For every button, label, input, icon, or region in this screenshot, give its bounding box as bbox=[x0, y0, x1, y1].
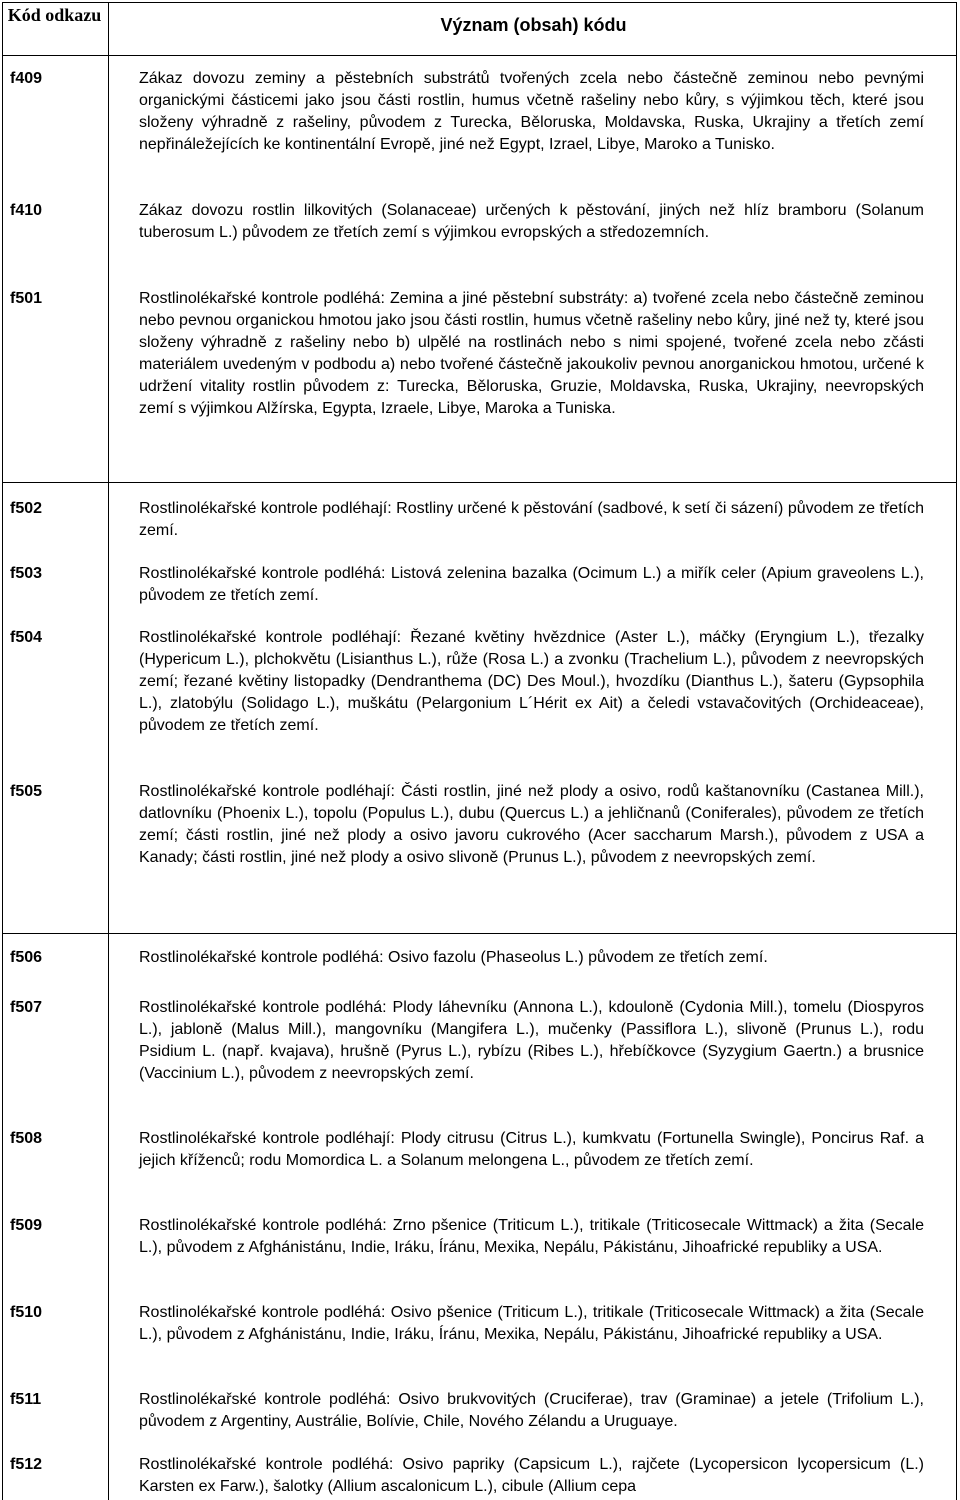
header-divider bbox=[2, 55, 957, 56]
row-code-f512: f512 bbox=[10, 1456, 43, 1473]
row-text-f506: Rostlinolékařské kontrole podléhá: Osivo fazolu (Phaseolus L.) původem ze třetích zemí. bbox=[139, 949, 768, 966]
row-text-f410: Zákaz dovozu rostlin lilkovitých (Solanaceae) určených k pěstování, jiných než hlíz bramboru (Solanum tuberosum L.) původem ze třetích zemí s výjimkou evropských a středozemních. bbox=[139, 202, 924, 241]
section-divider bbox=[2, 482, 957, 483]
row-text-f510: Rostlinolékařské kontrole podléhá: Osivo pšenice (Triticum L.), tritikale (Triticosecale Wittmack) a žita (Secale L.), původem z Afghánistánu, Indie, Iráku, Íránu, Mexika, Nepálu, Pákistánu, Jihoafrické republiky a USA. bbox=[139, 1304, 924, 1343]
row-code-f409: f409 bbox=[10, 70, 43, 87]
row-text-f502: Rostlinolékařské kontrole podléhají: Rostliny určené k pěstování (sadbové, k setí či sázení) původem ze třetích zemí. bbox=[139, 500, 924, 539]
row-code-f505: f505 bbox=[10, 783, 43, 800]
row-code-f502: f502 bbox=[10, 500, 43, 517]
row-text-f409: Zákaz dovozu zeminy a pěstebních substrátů tvořených zcela nebo částečně zeminou nebo pevnými organickými částicemi jako jsou části rostlin, humus včetně rašeliny nebo kůry, s výjimkou těch, které jsou složeny výhradně z rašeliny, původem z Turecka, Běloruska, Moldavska, Ruska, Ukrajiny a třetích zemí nepřináležejících ke kontinentální Evropě, jiné než Egypt, Izrael, Libye, Maroko a Tunisko. bbox=[139, 70, 924, 153]
row-code-f510: f510 bbox=[10, 1304, 43, 1321]
row-text-f508: Rostlinolékařské kontrole podléhají: Plody citrusu (Citrus L.), kumkvatu (Fortunella Swingle), Poncirus Raf. a jejich kříženců; rodu Momordica L. a Solanum melongena L., původem ze třetích zemí. bbox=[139, 1130, 924, 1169]
row-code-f503: f503 bbox=[10, 565, 43, 582]
row-code-f509: f509 bbox=[10, 1217, 43, 1234]
row-code-f506: f506 bbox=[10, 949, 43, 966]
row-text-f512: Rostlinolékařské kontrole podléhá: Osivo papriky (Capsicum L.), rajčete (Lycopersicon lycopersicum (L.) Karsten ex Farw.), šalotky (Allium ascalonicum L.), cibule (Allium cepa bbox=[139, 1456, 924, 1495]
table-border-left bbox=[2, 2, 3, 1500]
section-divider bbox=[2, 933, 957, 934]
row-code-f501: f501 bbox=[10, 290, 43, 307]
row-code-f507: f507 bbox=[10, 999, 43, 1016]
column-divider bbox=[108, 2, 109, 1500]
row-text-f509: Rostlinolékařské kontrole podléhá: Zrno pšenice (Triticum L.), tritikale (Triticosecale Wittmack) a žita (Secale L.), původem z Afghánistánu, Indie, Iráku, Íránu, Mexika, Nepálu, Pákistánu, Jihoafrické republiky a USA. bbox=[139, 1217, 924, 1256]
row-text-f507: Rostlinolékařské kontrole podléhá: Plody láhevníku (Annona L.), kdouloně (Cydonia Mill.), tomelu (Diospyros L.), jabloně (Malus Mill.), mangovníku (Mangifera L.), mučenky (Passiflora L.), slivoně (Prunus L.), rodu Psidium L. (např. kvajava), hrušně (Pyrus L.), rybízu (Ribes L.), hřebíčkovce (Syzygium Gaertn.) a brusnice (Vaccinium L.), původem z neevropských zemí. bbox=[139, 999, 924, 1082]
row-text-f511: Rostlinolékařské kontrole podléhá: Osivo brukvovitých (Cruciferae), trav (Graminae) a jetele (Trifolium L.), původem z Argentiny, Austrálie, Bolívie, Chile, Nového Zélandu a Uruguaye. bbox=[139, 1391, 924, 1430]
row-code-f508: f508 bbox=[10, 1130, 43, 1147]
row-code-f410: f410 bbox=[10, 202, 43, 219]
row-code-f504: f504 bbox=[10, 629, 43, 646]
header-code: Kód odkazu bbox=[7, 5, 102, 25]
table-border-top bbox=[2, 2, 957, 3]
row-text-f503: Rostlinolékařské kontrole podléhá: Listová zelenina bazalka (Ocimum L.) a miřík celer (Apium graveolens L.), původem ze třetích zemí. bbox=[139, 565, 924, 604]
row-text-f505: Rostlinolékařské kontrole podléhají: Části rostlin, jiné než plody a osivo, rodů kaštanovníku (Castanea Mill.), datlovníku (Phoenix L.), topolu (Populus L.), dubu (Quercus L.) a jehličnanů (Coniferales), původem ze třetích zemí; části rostlin, jiné než plody a osivo javoru cukrového (Acer saccharum Marsh.), původem z USA a Kanady; části rostlin, jiné než plody a osivo slivoně (Prunus L.), původem z neevropských zemí. bbox=[139, 783, 924, 866]
row-code-f511: f511 bbox=[10, 1391, 42, 1408]
row-text-f501: Rostlinolékařské kontrole podléhá: Zemina a jiné pěstební substráty: a) tvořené zcela nebo částečně zeminou nebo pevnou organickou hmotou jako jsou části rostlin, humus včetně rašeliny nebo kůry, jiné než ty, které jsou složeny výhradně z rašeliny nebo b) ulpělé na rostlinách nebo s nimi spojené, tvořené zcela nebo zčásti materiálem uvedeným v podbodu a) nebo tvořené částečně jakoukoliv pevnou anorganickou hmotou, určené k udržení vitality rostlin původem z: Turecka, Běloruska, Gruzie, Moldavska, Ruska, Ukrajiny, neevropských zemí s výjimkou Alžírska, Egypta, Izraele, Libye, Maroka a Tuniska. bbox=[139, 290, 924, 417]
header-meaning: Význam (obsah) kódu bbox=[440, 15, 627, 35]
table-border-right bbox=[956, 2, 957, 1500]
row-text-f504: Rostlinolékařské kontrole podléhají: Řezané květiny hvězdnice (Aster L.), máčky (Eryngium L.), třezalky (Hypericum L.), plchokvětu (Lisianthus L.), růže (Rosa L.) a zvonku (Trachelium L.), původem z neevropských zemí; řezané květiny listopadky (Dendranthema (DC) Des Moul.), hvozdíku (Dianthus L.), šateru (Gypsophila L.), zlatobýlu (Solidago L.), muškátu (Pelargonium L´Hérit ex Ait) a čeledi vstavačovitých (Orchideaceae), původem ze třetích zemí. bbox=[139, 629, 924, 734]
